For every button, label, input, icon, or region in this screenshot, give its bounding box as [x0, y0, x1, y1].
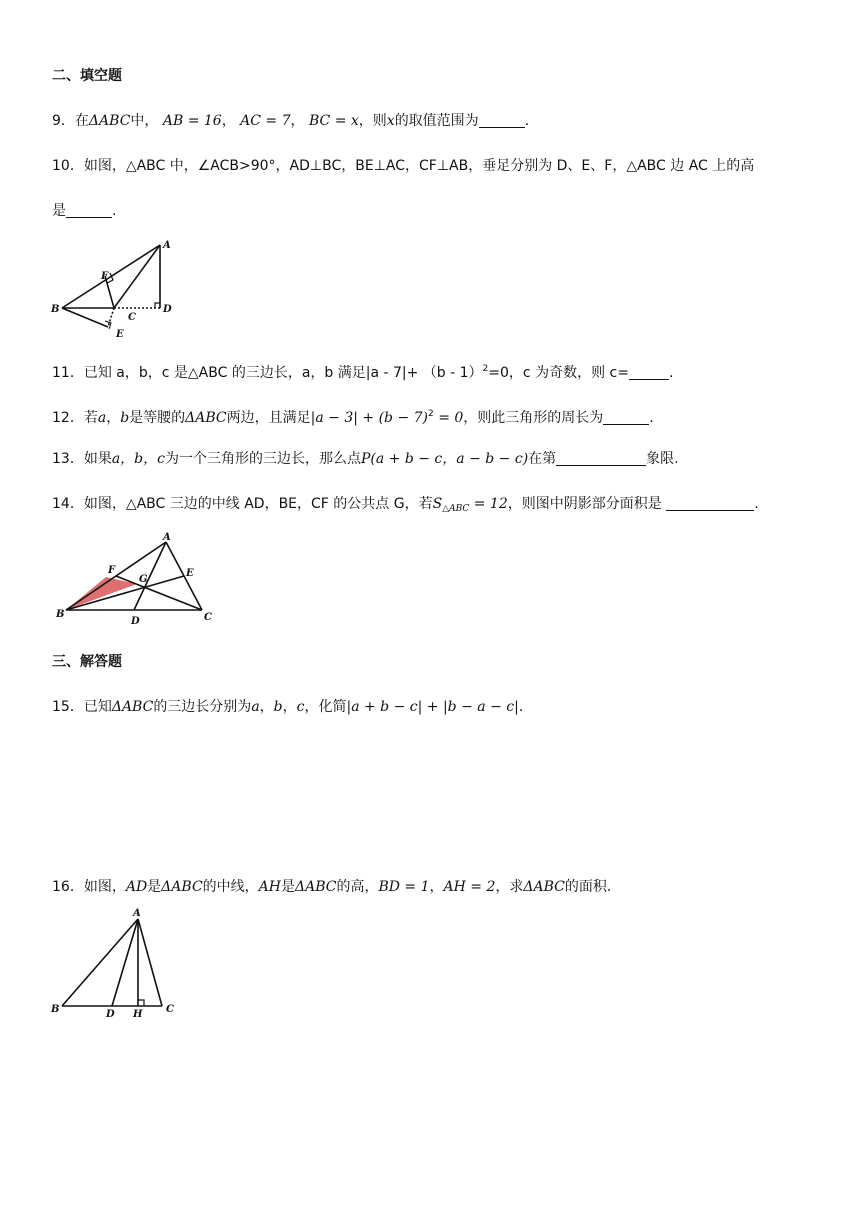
q12-expression: |a − 3| + (b − 7) — [310, 410, 429, 426]
q9-triangle: ΔABC — [88, 113, 131, 129]
q11-text: =0，c 为奇数，则 c= — [488, 365, 629, 381]
q10-label-e: E — [116, 329, 124, 340]
q12-text: ，则此三角形的周长为 — [463, 410, 604, 426]
q12-end: . — [649, 410, 654, 426]
q9-text: 的取值范围为 — [394, 113, 479, 129]
q13-text: 在第 — [528, 451, 557, 467]
question-16 — [52, 877, 611, 897]
q15-text: ，化简 — [304, 699, 347, 715]
q14-label-a: A — [163, 532, 171, 543]
q12-superscript: 2 — [428, 409, 434, 419]
q12-answer-blank — [603, 410, 649, 425]
q13-variables: a，b，c — [111, 451, 165, 467]
q16-bd: BD = 1 — [378, 879, 430, 895]
q14-label-f: F — [108, 565, 116, 576]
question-11 — [52, 359, 673, 383]
q16-line-ba — [62, 919, 138, 1006]
q14-area-symbol: S — [432, 496, 443, 512]
q16-text: 的中线， — [202, 879, 259, 895]
q15-number: 15． — [52, 699, 84, 715]
q16-ad: AD — [125, 879, 148, 895]
q9-x: x — [386, 113, 395, 129]
question-14 — [52, 494, 759, 519]
q14-label-c: C — [204, 612, 212, 623]
q11-answer-blank — [629, 365, 669, 380]
q16-label-d: D — [106, 1009, 115, 1020]
question-13 — [52, 449, 679, 469]
section-heading-fill-in: 二、填空题 — [52, 68, 122, 84]
q9-text: 中， — [130, 113, 159, 129]
q14-median-be — [66, 576, 184, 610]
section-heading-answer: 三、解答题 — [52, 654, 122, 670]
q12-text: 若 — [83, 410, 98, 426]
q10-text-line2: 是 — [52, 203, 66, 219]
q16-number: 16． — [52, 879, 84, 895]
q16-text: 是 — [147, 879, 162, 895]
q15-expression: |a + b − c| + |b − a − c| — [346, 699, 519, 715]
q12-equals: = 0 — [433, 410, 464, 426]
q12-text: 两边，且满足 — [226, 410, 311, 426]
q15-text: 已知 — [83, 699, 112, 715]
q14-text: ，则图中阴影部分面积是 — [507, 496, 662, 512]
q12-text: ， — [106, 410, 121, 426]
q9-bc: BC = x — [308, 113, 359, 129]
q11-text: 已知 a，b，c 是△ABC 的三边长，a，b 满足|a - 7|+ （b - 1） — [83, 365, 483, 381]
q16-label-a: A — [133, 908, 141, 919]
q14-area-subscript: △ABC — [442, 504, 470, 514]
q13-answer-blank — [556, 451, 646, 466]
q14-area-value: = 12 — [469, 496, 508, 512]
q16-sep: ， — [429, 879, 444, 895]
q14-figure — [52, 528, 222, 630]
q15-end: . — [518, 699, 524, 715]
q14-text: 如图，△ABC 三边的中线 AD，BE，CF 的公共点 G，若 — [83, 496, 433, 512]
q12-a: a — [97, 410, 107, 426]
q10-label-b: B — [51, 304, 60, 315]
q15-sep: ， — [282, 699, 297, 715]
q16-figure — [48, 902, 188, 1022]
q14-median-cf — [116, 576, 202, 610]
q10-figure — [48, 238, 188, 342]
q9-ac: AC = 7 — [240, 113, 291, 129]
q14-label-g: G — [139, 574, 148, 585]
question-12 — [52, 404, 654, 428]
q14-number: 14． — [52, 496, 84, 512]
q10-right-angle-e — [105, 321, 111, 329]
q14-end: . — [754, 496, 759, 512]
q14-label-b: B — [56, 609, 65, 620]
q10-end: . — [112, 203, 117, 219]
q15-b: b — [273, 699, 283, 715]
q9-answer-blank — [479, 113, 525, 128]
q15-c: c — [296, 699, 305, 715]
q16-triangle: ΔABC — [161, 879, 203, 895]
question-9 — [52, 111, 529, 131]
q14-shaded-region — [66, 577, 137, 610]
q16-text: ，求 — [495, 879, 524, 895]
q10-label-f: F — [101, 271, 109, 282]
q15-sep: ， — [259, 699, 274, 715]
q16-label-c: C — [166, 1004, 174, 1015]
q11-superscript: 2 — [482, 364, 489, 374]
q16-text: 是 — [280, 879, 295, 895]
q15-triangle: ΔABC — [111, 699, 154, 715]
q13-text: 如果 — [83, 451, 112, 467]
q12-b: b — [120, 410, 130, 426]
q9-sep: ， — [221, 113, 236, 129]
q12-number: 12． — [52, 410, 84, 426]
q16-label-h: H — [133, 1009, 143, 1020]
q16-text: 的高， — [336, 879, 379, 895]
q10-line-be — [62, 308, 108, 327]
q16-ah-value: AH = 2 — [443, 879, 496, 895]
q16-triangle: ΔABC — [294, 879, 337, 895]
q12-text: 是等腰的 — [129, 410, 186, 426]
q16-label-b: B — [51, 1004, 60, 1015]
q11-number: 11． — [52, 365, 84, 381]
q16-ah: AH — [258, 879, 281, 895]
question-10-line2 — [52, 201, 116, 221]
q16-text: 的面积. — [564, 879, 612, 895]
q15-text: 的三边长分别为 — [153, 699, 252, 715]
q14-label-d: D — [131, 616, 140, 627]
q10-label-c: C — [128, 312, 136, 323]
q14-label-e: E — [186, 568, 194, 579]
question-10 — [52, 156, 754, 176]
q9-text: ，则 — [358, 113, 387, 129]
question-15 — [52, 697, 523, 717]
q13-number: 13． — [52, 451, 84, 467]
q15-a: a — [251, 699, 260, 715]
q16-text: 如图， — [83, 879, 126, 895]
q10-answer-blank — [66, 203, 112, 218]
q10-text-line1: 如图，△ABC 中，∠ACB>90°，AD⊥BC，BE⊥AC，CF⊥AB，垂足分别为 D、E、F，△ABC 边 AC 上的高 — [83, 158, 755, 174]
q10-label-a: A — [163, 240, 171, 251]
q10-line-ca — [114, 245, 160, 308]
q10-number: 10． — [52, 158, 84, 174]
q13-text: 为一个三角形的三边长，那么点 — [164, 451, 361, 467]
q13-point: P(a + b − c，a − b − c) — [360, 451, 529, 467]
q16-triangle: ΔABC — [523, 879, 565, 895]
q9-end: . — [524, 113, 530, 129]
q12-triangle: ΔABC — [185, 410, 227, 426]
q9-ab: AB = 16 — [162, 113, 222, 129]
q10-label-d: D — [163, 304, 172, 315]
q16-median-ad — [112, 919, 138, 1006]
q16-line-ac — [138, 919, 162, 1006]
q16-right-angle-h — [138, 1000, 144, 1006]
q13-text: 象限. — [646, 451, 679, 467]
q9-text: 在 — [74, 113, 89, 129]
q14-answer-blank — [666, 496, 754, 511]
q9-sep: ， — [290, 113, 305, 129]
q9-number: 9． — [52, 113, 75, 129]
q11-end: . — [668, 365, 674, 381]
